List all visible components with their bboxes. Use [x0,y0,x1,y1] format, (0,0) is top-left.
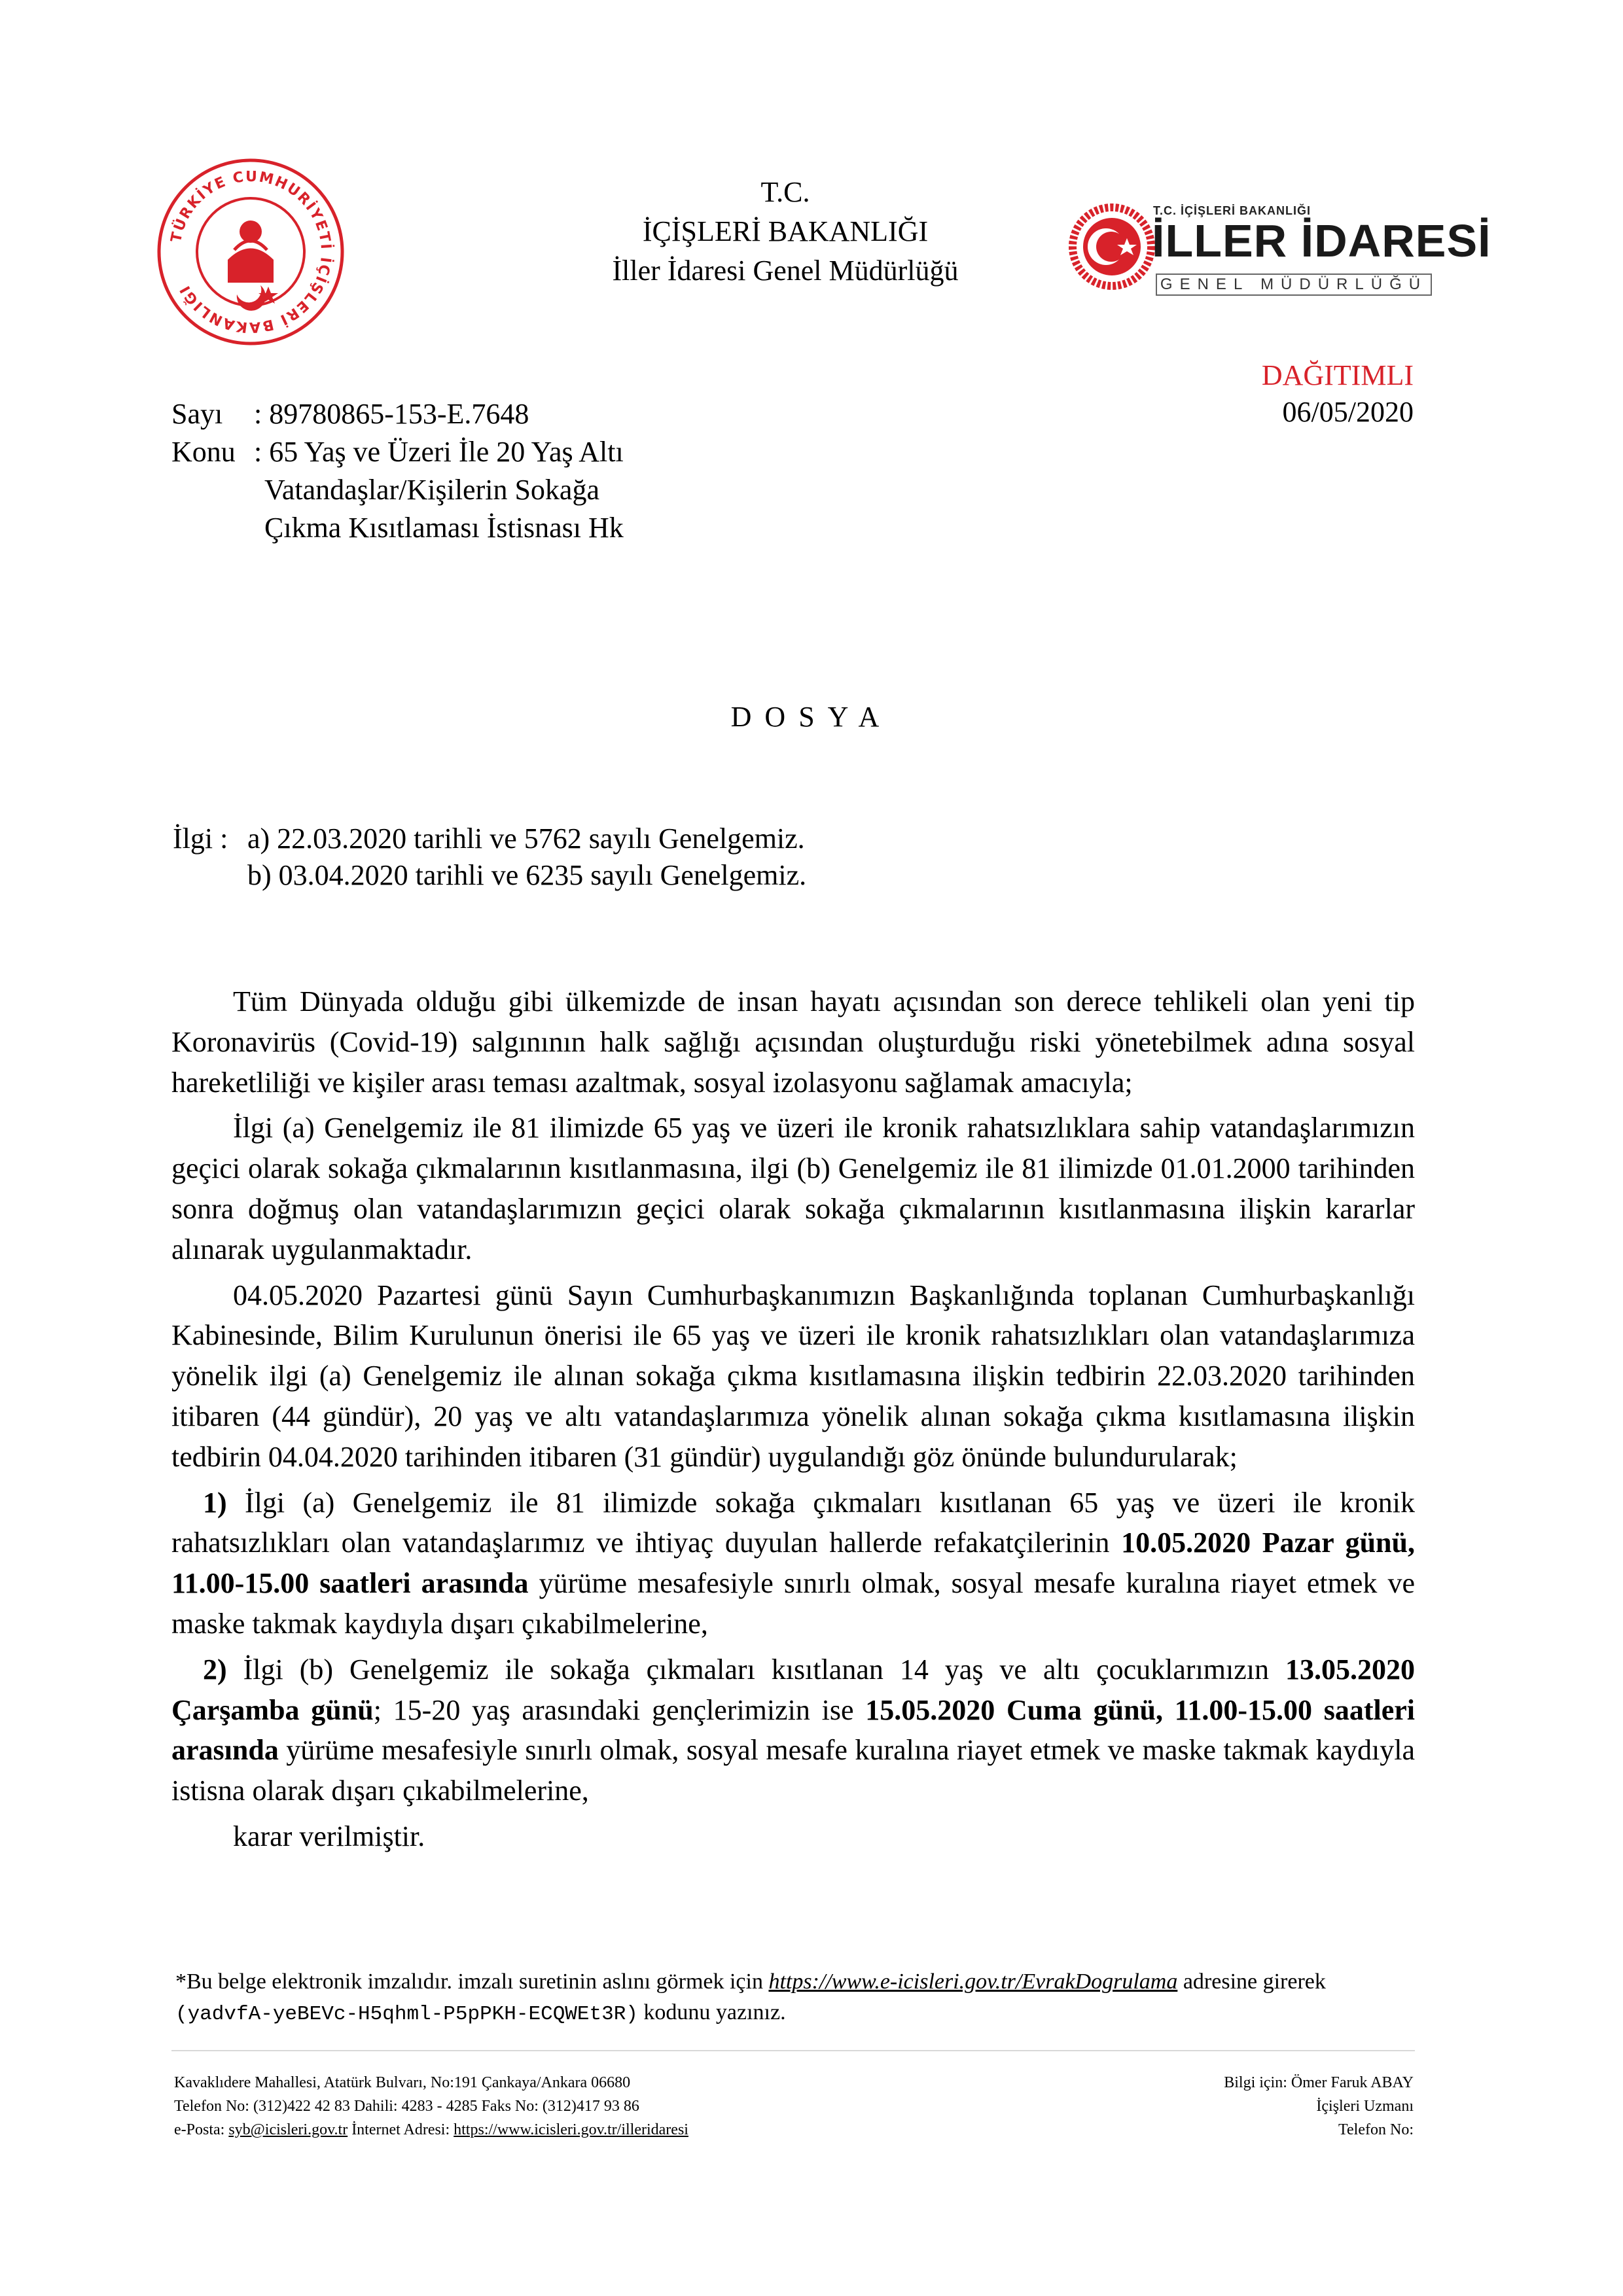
footer-divider [171,2050,1415,2051]
document-meta [171,395,624,547]
item-1-text-a: İlgi (a) Genelgemiz ile 81 ilimizde sokağa çıkmaları kısıtlanan 65 yaş ve üzeri ile kronik rahatsızlıkları olan vatandaşlarımız ve ihtiyaç duyulan hallerde refakatçilerinin [171,1486,1415,1559]
brand-subtitle: GENEL MÜDÜRLÜĞÜ [1156,274,1432,296]
reference-b: b) 03.04.2020 tarihli ve 6235 sayılı Genelgemiz. [247,859,807,891]
header-tc: T.C. [760,176,810,208]
item-2-bold-b: 15.05.2020 Cuma günü, 11.00-15.00 saatleri arasında [171,1693,1415,1767]
decision-item-2 [171,1650,1415,1811]
document-header [524,173,1047,291]
footer-phone: Telefon No: (312)422 42 83 Dahili: 4283 - 4285 Faks No: (312)417 93 86 [174,2098,639,2115]
footer-officer-info [1224,2071,1414,2142]
item-2-bold-a: 13.05.2020 Çarşamba günü [171,1653,1415,1726]
document-date: 06/05/2020 [1282,396,1414,428]
e-signature-note [175,1966,1419,2030]
konu-line-3: Çıkma Kısıtlaması İstisnası Hk [264,512,624,544]
document-heading: DOSYA [730,701,893,733]
seal-ring-text: TÜRKİYE CUMHURİYETİ İÇİŞLERİ BAKANLIĞI [168,168,334,336]
footer-email-link[interactable]: syb@icisleri.gov.tr [228,2121,348,2138]
header-ministry: İÇİŞLERİ BAKANLIĞI [642,215,929,247]
paragraph-1: Tüm Dünyada olduğu gibi ülkemizde de insan hayatı açısından son derece tehlikeli olan yeni tip Koronavirüs (Covid-19) salgınının halk sağlığı açısından oluşturduğu riski yönetebilmek adına sosyal hareketliliği ve kişiler arası teması azaltmak, sosyal izolasyonu sağlamak amacıyla; [171,985,1415,1099]
ministry-seal-icon [157,158,344,345]
brand-ministry-text: T.C. İÇİŞLERİ BAKANLIĞI [1153,204,1311,217]
item-2-text-b: ; 15-20 yaş arasındaki gençlerimizin ise [373,1693,866,1726]
footer-web-link[interactable]: https://www.icisleri.gov.tr/illeridaresi [454,2121,688,2138]
verification-code: (yadvfA-yeBEVc-H5qhml-P5pPKH-ECQWEt3R) [175,2003,638,2026]
footer-email-label: e-Posta: [174,2121,229,2138]
reference-label: İlgi : [173,822,228,855]
item-1-bold: 10.05.2020 Pazar günü, 11.00-15.00 saatleri arasında [171,1527,1415,1600]
sayi-label: Sayı [171,398,223,430]
verification-link[interactable]: https://www.e-icisleri.gov.tr/EvrakDogrulama [768,1969,1178,1994]
footer-email-web [174,2118,688,2142]
item-1-text-b: yürüme mesafesiyle sınırlı olmak, sosyal mesafe kuralına riayet etmek ve maske takmak kaydıyla dışarı çıkabilmelerine, [171,1567,1416,1640]
paragraph-3: 04.05.2020 Pazartesi günü Sayın Cumhurbaşkanımızın Başkanlığında toplanan Cumhurbaşkanlığı Kabinesinde, Bilim Kurulunun önerisi ile 65 yaş ve üzeri ile kronik rahatsızlıkları olan vatandaşlarımıza yönelik ilgi (a) Genelgemiz ile alınan sokağa çıkma kısıtlamasına ilişkin tedbirin 22.03.2020 tarihinden itibaren (44 gündür), 20 yaş ve altı vatandaşlarımıza yönelik alınan sokağa çıkma kısıtlamasına ilişkin tedbirin 04.04.2020 tarihinden itibaren (31 gündür) uygulandığı göz önünde bulundurularak; [171,1279,1415,1473]
note-middle: adresine girerek [1177,1969,1326,1994]
closing-line: karar verilmiştir. [233,1820,425,1852]
iller-idaresi-logo [1067,195,1491,300]
item-2-number: 2) [203,1653,227,1686]
note-suffix: kodunu yazınız. [637,2000,786,2024]
footer-address: Kavaklıdere Mahallesi, Atatürk Bulvarı, No:191 Çankaya/Ankara 06680 [174,2074,631,2091]
distribution-label: DAĞITIMLI [1261,359,1414,391]
note-prefix: *Bu belge elektronik imzalıdır. imzalı suretinin aslını görmek için [175,1969,769,1994]
konu-line-2: Vatandaşlar/Kişilerin Sokağa [264,474,599,506]
sayi-value: : 89780865-153-E.7648 [254,398,529,430]
document-body [171,981,1415,1862]
item-2-text-c: yürüme mesafesiyle sınırlı olmak, sosyal mesafe kuralına riayet etmek ve maske takmak kaydıyla istisna olarak dışarı çıkabilmelerine, [171,1734,1415,1807]
iller-idaresi-logo-icon [1067,202,1157,292]
reference-a: a) 22.03.2020 tarihli ve 5762 sayılı Genelgemiz. [247,822,805,855]
reference-block [173,821,806,894]
konu-label: Konu [171,436,236,468]
footer-contact-phone: Telefon No: [1338,2121,1414,2138]
paragraph-2: İlgi (a) Genelgemiz ile 81 ilimizde 65 yaş ve üzeri ile kronik rahatsızlıklara sahip vatandaşlarımızın geçici olarak sokağa çıkmalarının kısıtlanmasına, ilgi (b) Genelgemiz ile 81 ilimizde 01.01.2000 tarihinden sonra doğmuş olan vatandaşlarımızın geçici olarak sokağa çıkmalarının kısıtlanmasına ilişkin kararlar alınarak uygulanmaktadır. [171,1112,1415,1265]
item-2-text-a: İlgi (b) Genelgemiz ile sokağa çıkmaları kısıtlanan 14 yaş ve altı çocuklarımızın [226,1653,1285,1686]
decision-item-1 [171,1483,1415,1644]
footer-contact-title: İçişleri Uzmanı [1316,2098,1414,2115]
footer-contact-name: Bilgi için: Ömer Faruk ABAY [1224,2074,1414,2091]
footer-contact-info [174,2071,688,2142]
header-directorate: İller İdaresi Genel Müdürlüğü [612,255,959,287]
brand-title: İLLER İDARESİ [1152,215,1491,266]
konu-line-1: : 65 Yaş ve Üzeri İle 20 Yaş Altı [254,436,624,468]
footer-web-label: İnternet Adresi: [348,2121,454,2138]
item-1-number: 1) [203,1486,227,1519]
